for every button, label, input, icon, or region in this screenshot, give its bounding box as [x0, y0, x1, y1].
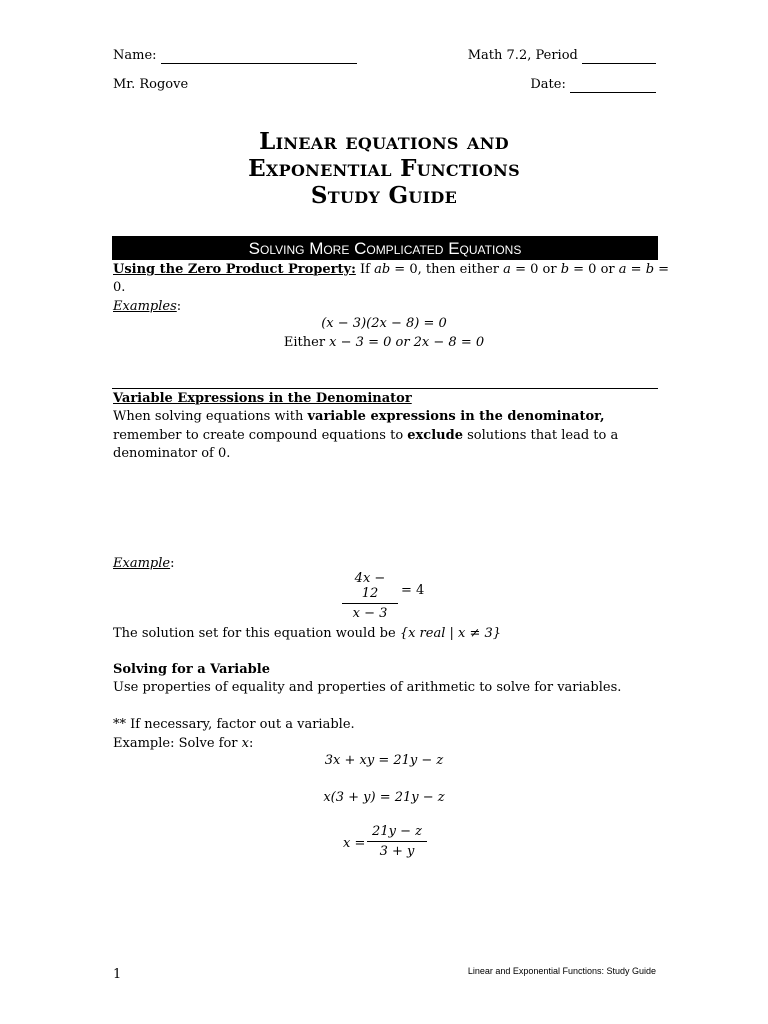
solve-for-var: x: [241, 736, 249, 751]
footer-title: Linear and Exponential Functions: Study Guide: [467, 966, 656, 976]
denominator-heading: Variable Expressions in the Denominator: [113, 391, 412, 406]
zp-eq0a: = 0: [390, 262, 418, 277]
zp-eq1: =: [626, 262, 646, 277]
examples-label-line: [113, 299, 181, 314]
name-field: [113, 48, 357, 64]
factor-note: ** If necessary, factor out a variable.: [113, 717, 355, 732]
zero-product-paragraph: [113, 262, 670, 277]
denominator-fraction: [342, 571, 398, 621]
name-label: Name:: [113, 48, 157, 63]
name-blank-line: [161, 48, 357, 64]
fraction-denominator: x − 3: [342, 603, 398, 621]
section-heading-bar: Solving More Complicated Equations: [112, 236, 658, 260]
zp-a2: a: [618, 262, 627, 277]
variable-equation-3-lhs: x =: [343, 836, 366, 851]
teacher-name: Mr. Rogove: [113, 77, 189, 92]
examples-colon: :: [176, 299, 182, 314]
den-text1b: variable expressions in the denominator,: [307, 409, 605, 424]
zp-ab: ab: [374, 262, 391, 277]
ex2-prefix: Either: [283, 335, 330, 350]
ex2-equation: x − 3 = 0 or 2x − 8 = 0: [329, 335, 485, 350]
den-text2b: exclude: [407, 428, 463, 443]
denominator-text-line2: [113, 428, 618, 443]
den-example-label: Example: [113, 556, 171, 571]
eq3-numerator: 21y − z: [372, 824, 422, 839]
denominator-heading-wrap: [113, 391, 412, 406]
fraction-numerator: 4x − 12: [354, 571, 386, 601]
zp-or2: or: [596, 262, 619, 277]
title-line-1: Linear equations and: [259, 128, 509, 155]
zp-eq0c: = 0: [569, 262, 597, 277]
denominator-text-line3: denominator of 0.: [113, 446, 231, 461]
date-field: [530, 77, 656, 93]
den-text2c: solutions that lead to a: [462, 428, 619, 443]
section-divider: [112, 388, 658, 389]
zero-product-line2: 0.: [113, 280, 126, 295]
page-number: 1: [113, 967, 122, 982]
zp-eq2: =: [654, 262, 670, 277]
variable-equation-3-fraction: [367, 824, 427, 859]
title-line-2: Exponential Functions: [248, 155, 520, 182]
zp-a1: a: [503, 262, 511, 277]
zp-b1: b: [560, 262, 570, 277]
zero-product-example-1: (x − 3)(2x − 8) = 0: [321, 316, 447, 331]
solve-for-colon: :: [248, 736, 254, 751]
period-blank-line: [582, 48, 656, 64]
den-text2a: remember to create compound equations to: [113, 428, 408, 443]
date-blank-line: [570, 77, 656, 93]
class-period-field: [468, 48, 656, 64]
variable-equation-2: x(3 + y) = 21y − z: [323, 790, 445, 805]
variable-text: Use properties of equality and properties of arithmetic to solve for variables.: [113, 680, 622, 695]
solution-set: {x real | x ≠ 3}: [399, 626, 502, 641]
solution-text: The solution set for this equation would be: [113, 626, 400, 641]
zp-b2: b: [645, 262, 655, 277]
date-label: Date:: [530, 77, 566, 92]
variable-heading-wrap: [113, 662, 270, 677]
class-label: Math 7.2, Period: [467, 48, 578, 63]
zp-eq0b: = 0: [510, 262, 539, 277]
solution-set-line: [113, 626, 501, 641]
solve-for-prefix: Example: Solve for: [113, 736, 242, 751]
variable-equation-1: 3x + xy = 21y − z: [324, 753, 444, 768]
zp-text-b: , then either: [417, 262, 504, 277]
zero-product-example-2: [0, 335, 768, 350]
zp-or1: or: [538, 262, 561, 277]
fraction-rhs: = 4: [401, 583, 425, 598]
den-example-colon: :: [170, 556, 175, 571]
den-text1a: When solving equations with: [113, 409, 308, 424]
examples-label: Examples: [113, 299, 177, 314]
den-example-label-line: [113, 556, 174, 571]
denominator-text-line1: [113, 409, 605, 424]
solve-for-line: [113, 736, 253, 751]
zero-product-heading: Using the Zero Product Property:: [113, 262, 356, 277]
variable-heading: Solving for a Variable: [113, 662, 270, 677]
zp-text-a: If: [355, 262, 375, 277]
title-line-3: Study Guide: [310, 182, 458, 209]
eq3-denominator: 3 + y: [367, 841, 427, 859]
